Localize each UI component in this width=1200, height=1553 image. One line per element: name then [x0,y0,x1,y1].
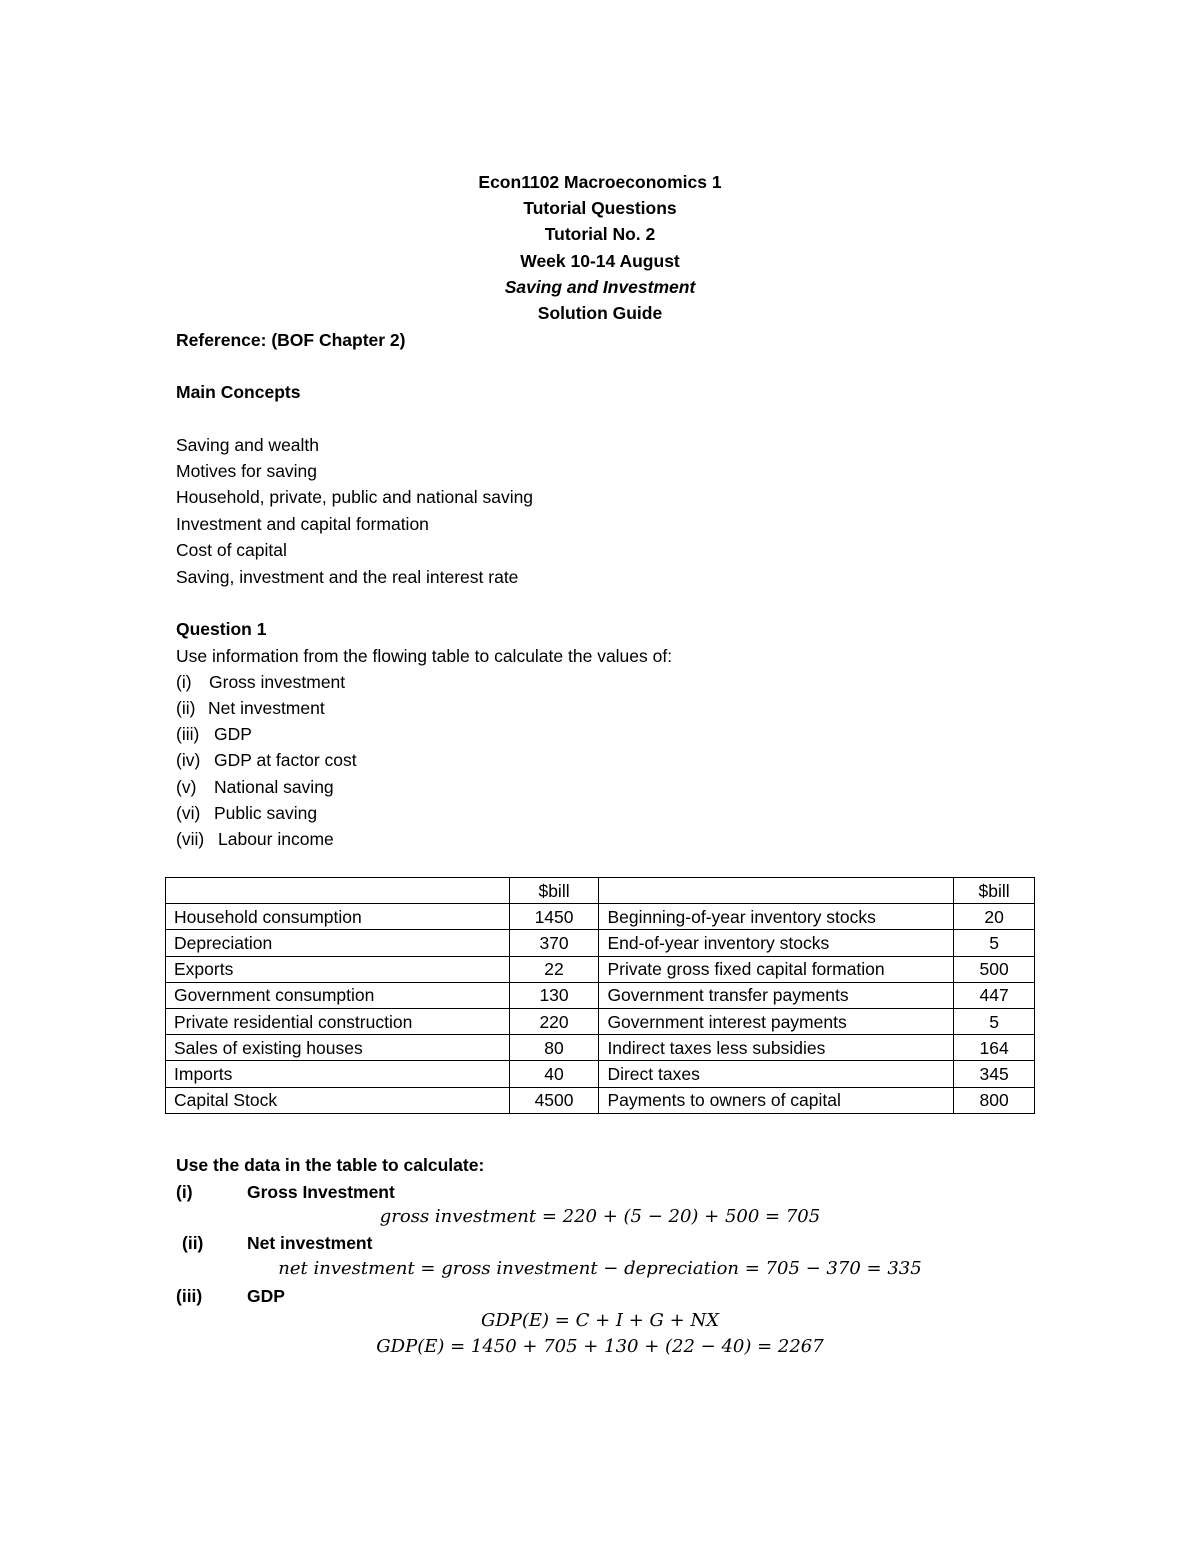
table-row [166,1087,1035,1113]
item-number: (i) [176,672,192,692]
header-cell: $bill [509,878,599,904]
item-text: Gross investment [209,672,346,692]
table-row [166,982,1035,1008]
economic-data-table [165,877,1035,1114]
concept-item: Investment and capital formation [176,514,429,534]
table-row [166,1008,1035,1034]
item-label: Indirect taxes less subsidies [599,1035,954,1061]
topic-title: Saving and Investment [504,277,696,297]
header-cell: $bill [954,878,1035,904]
item-text: Public saving [214,803,318,823]
table-header-row [166,878,1035,904]
item-label: Government transfer payments [599,982,954,1008]
item-text: GDP at factor cost [214,750,357,770]
question-item [176,723,252,745]
question-item [176,671,346,693]
item-text: National saving [214,777,334,797]
item-label: Payments to owners of capital [599,1087,954,1113]
question-1-intro: Use information from the flowing table to calculate the values of: [176,646,673,666]
solution-guide-label: Solution Guide [537,303,663,323]
answer-number: (i) [176,1182,193,1202]
item-label: End-of-year inventory stocks [599,930,954,956]
week-dates: Week 10-14 August [520,251,680,271]
item-value: 40 [509,1061,599,1087]
item-number: (iv) [176,750,201,770]
answers-heading: Use the data in the table to calculate: [176,1155,485,1175]
item-value: 5 [954,1008,1035,1034]
table-row [166,930,1035,956]
reference: Reference: (BOF Chapter 2) [176,330,406,350]
item-number: (ii) [176,698,196,718]
item-number: (iii) [176,724,200,744]
item-label: Government interest payments [599,1008,954,1034]
item-label: Direct taxes [599,1061,954,1087]
question-item [176,749,357,771]
item-value: 800 [954,1087,1035,1113]
item-number: (v) [176,777,197,797]
question-item [176,828,334,850]
item-label: Imports [166,1061,510,1087]
question-item [176,802,318,824]
item-text: Labour income [218,829,334,849]
table-row [166,1061,1035,1087]
doc-subtitle: Tutorial Questions [523,198,677,218]
table-row [166,956,1035,982]
header-cell [166,878,510,904]
item-value: 220 [509,1008,599,1034]
item-value: 22 [509,956,599,982]
concept-item: Saving and wealth [176,435,320,455]
concept-item: Household, private, public and national saving [176,487,534,507]
item-value: 5 [954,930,1035,956]
concept-item: Motives for saving [176,461,318,481]
item-label: Beginning-of-year inventory stocks [599,904,954,930]
question-item [176,697,325,719]
tutorial-number: Tutorial No. 2 [544,224,656,244]
table-row [166,904,1035,930]
item-value: 164 [954,1035,1035,1061]
equation: net investment = gross investment − depreciation = 705 − 370 = 335 [278,1258,922,1279]
item-label: Depreciation [166,930,510,956]
concept-item: Cost of capital [176,540,287,560]
equation: gross investment = 220 + (5 − 20) + 500 = 705 [379,1206,821,1227]
item-label: Government consumption [166,982,510,1008]
answer-label: Net investment [247,1233,373,1253]
item-label: Private gross fixed capital formation [599,956,954,982]
item-value: 80 [509,1035,599,1061]
item-value: 4500 [509,1087,599,1113]
item-value: 20 [954,904,1035,930]
item-number: (vi) [176,803,201,823]
concept-item: Saving, investment and the real interest rate [176,567,519,587]
item-label: Exports [166,956,510,982]
item-value: 370 [509,930,599,956]
course-title: Econ1102 Macroeconomics 1 [478,172,722,192]
item-text: Net investment [208,698,325,718]
question-1-heading: Question 1 [176,619,267,639]
item-label: Household consumption [166,904,510,930]
equation: GDP(E) = C + I + G + NX [480,1310,720,1331]
item-text: GDP [214,724,252,744]
item-label: Private residential construction [166,1008,510,1034]
item-label: Sales of existing houses [166,1035,510,1061]
item-value: 345 [954,1061,1035,1087]
item-label: Capital Stock [166,1087,510,1113]
answer-label: GDP [247,1286,285,1306]
main-concepts-heading: Main Concepts [176,382,301,402]
equation: GDP(E) = 1450 + 705 + 130 + (22 − 40) = 2267 [376,1336,824,1357]
answer-label: Gross Investment [247,1182,395,1202]
item-value: 447 [954,982,1035,1008]
answer-number: (iii) [176,1286,203,1306]
table-row [166,1035,1035,1061]
answer-number: (ii) [182,1233,204,1253]
item-value: 1450 [509,904,599,930]
header-cell [599,878,954,904]
item-number: (vii) [176,829,205,849]
item-value: 500 [954,956,1035,982]
question-item [176,776,334,798]
item-value: 130 [509,982,599,1008]
